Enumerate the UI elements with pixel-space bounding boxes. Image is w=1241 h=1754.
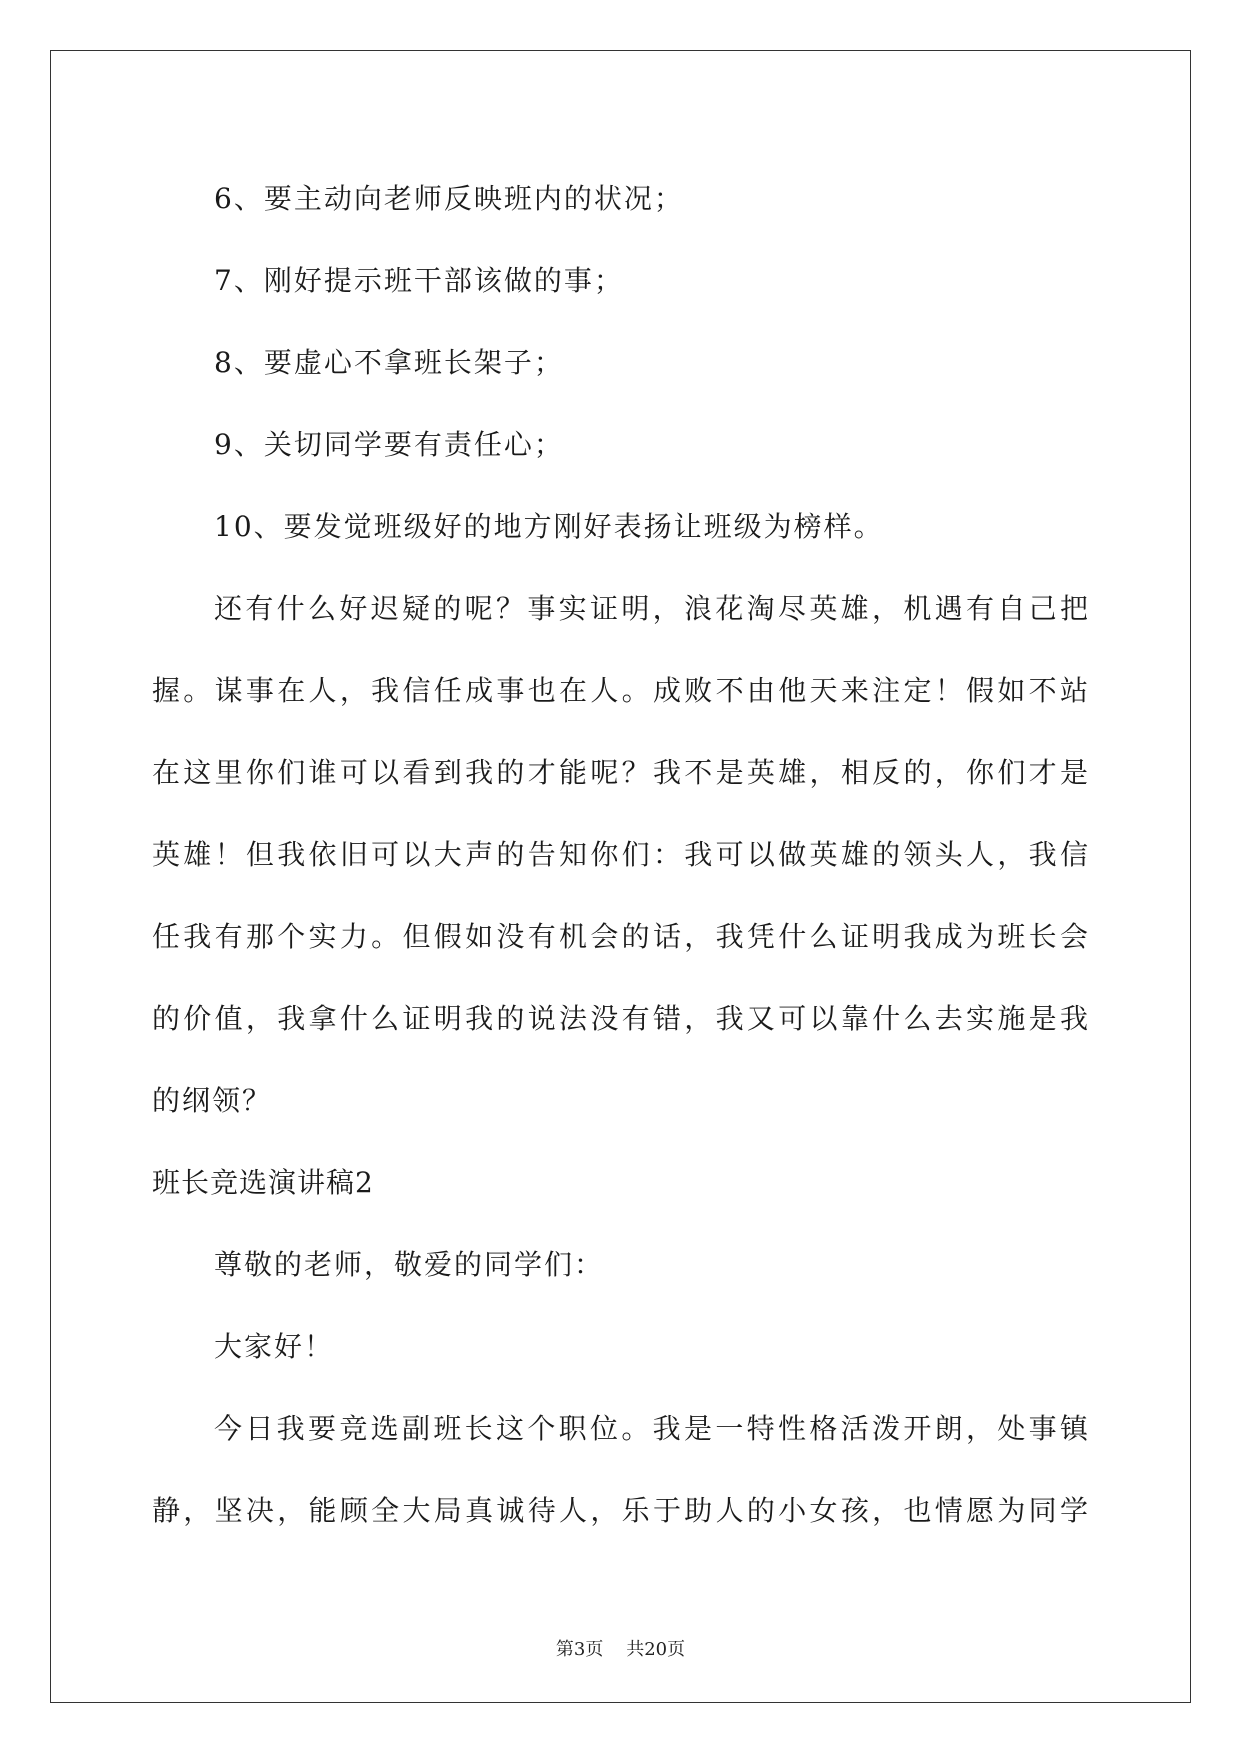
paragraph-1 bbox=[152, 568, 1090, 1142]
list-item: 8、要虚心不拿班长架子； bbox=[214, 346, 564, 379]
paragraph-line: 的纲领？ bbox=[152, 1084, 273, 1117]
numbered-list bbox=[152, 158, 1090, 568]
section-title: 班长竞选演讲稿2 bbox=[152, 1166, 374, 1199]
greeting: 尊敬的老师，敬爱的同学们： bbox=[214, 1248, 605, 1281]
paragraph-line: 在这里你们谁可以看到我的才能呢？我不是英雄，相反的，你们才是 bbox=[152, 756, 1090, 789]
hello-line: 大家好！ bbox=[214, 1330, 335, 1363]
paragraph-line: 英雄！但我依旧可以大声的告知你们：我可以做英雄的领头人，我信 bbox=[152, 838, 1090, 871]
paragraph-line: 今日我要竞选副班长这个职位。我是一特性格活泼开朗，处事镇 bbox=[214, 1412, 1090, 1445]
page-footer bbox=[0, 1635, 1241, 1661]
list-item: 10、要发觉班级好的地方刚好表扬让班级为榜样。 bbox=[214, 510, 884, 543]
document-body bbox=[152, 158, 1090, 1552]
paragraph-line: 静，坚决，能顾全大局真诚待人，乐于助人的小女孩，也情愿为同学 bbox=[152, 1494, 1090, 1527]
paragraph-line: 还有什么好迟疑的呢？事实证明，浪花淘尽英雄，机遇有自己把 bbox=[214, 592, 1090, 625]
page-number: 第3页 bbox=[555, 1639, 604, 1660]
page-total: 共20页 bbox=[626, 1639, 686, 1660]
paragraph-line: 的价值，我拿什么证明我的说法没有错，我又可以靠什么去实施是我 bbox=[152, 1002, 1090, 1035]
paragraph-line: 任我有那个实力。但假如没有机会的话，我凭什么证明我成为班长会 bbox=[152, 920, 1090, 953]
list-item: 6、要主动向老师反映班内的状况； bbox=[214, 182, 684, 215]
paragraph-line: 握。谋事在人，我信任成事也在人。成败不由他天来注定！假如不站 bbox=[152, 674, 1090, 707]
list-item: 9、关切同学要有责任心； bbox=[214, 428, 564, 461]
list-item: 7、刚好提示班干部该做的事； bbox=[214, 264, 624, 297]
paragraph-2 bbox=[152, 1388, 1090, 1552]
